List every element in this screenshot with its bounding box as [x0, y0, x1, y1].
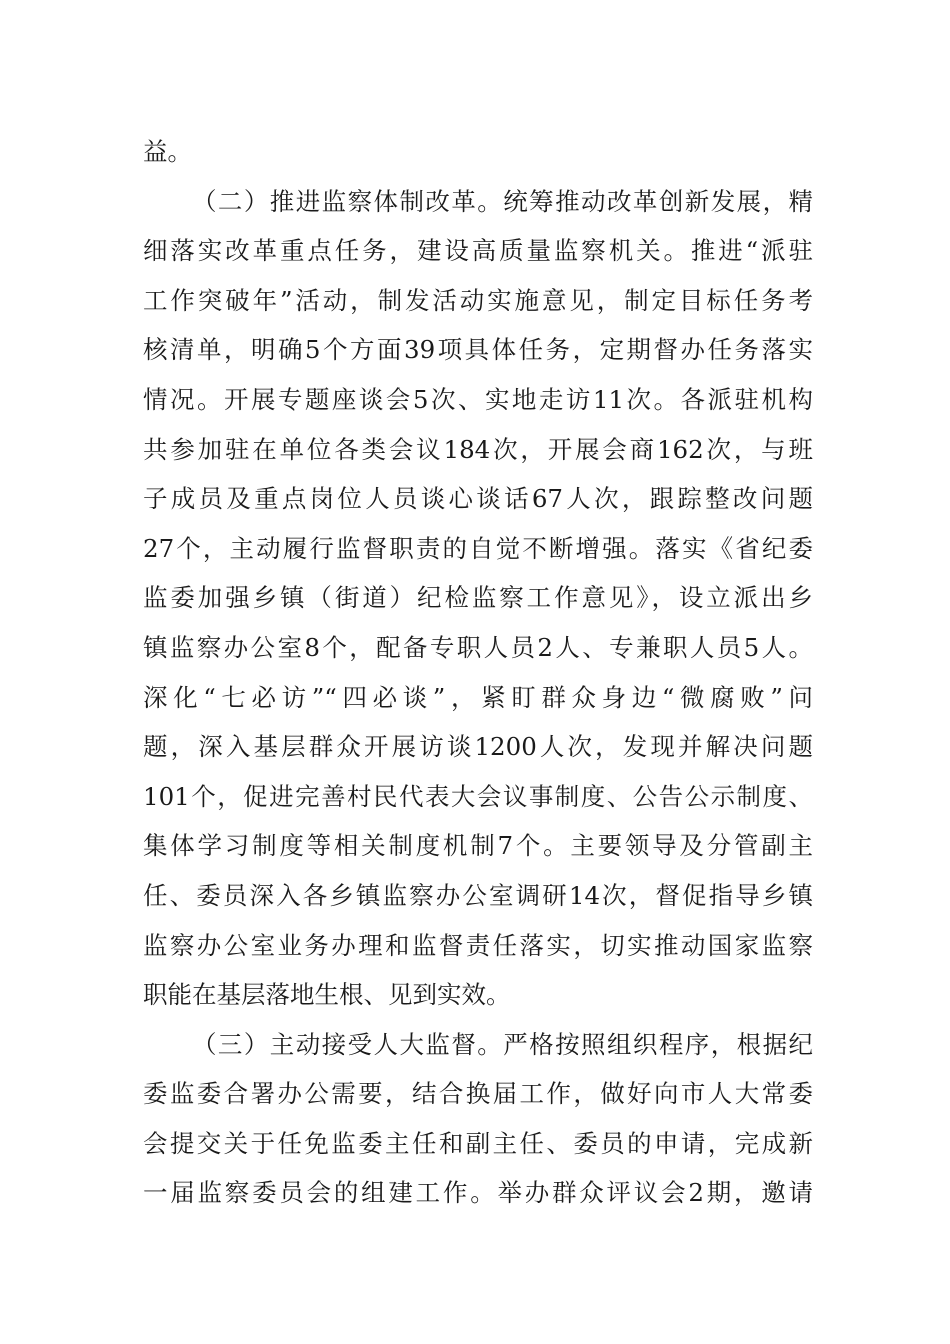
text-line: 一届监察委员会的组建工作。举办群众评议会2期，邀请: [143, 1178, 813, 1208]
text-line: 益。: [143, 137, 192, 166]
text-line: 集体学习制度等相关制度机制7个。主要领导及分管副主: [143, 831, 813, 861]
text-line: 监委加强乡镇（街道）纪检监察工作意见》，设立派出乡: [143, 583, 813, 613]
text-line: 101个，促进完善村民代表大会议事制度、公告公示制度、: [143, 781, 813, 811]
document-body: [143, 127, 813, 1218]
text-line: 核清单，明确5个方面39项具体任务，定期督办任务落实: [143, 335, 813, 365]
text-line: 题，深入基层群众开展访谈1200人次，发现并解决问题: [143, 732, 813, 762]
text-line: 监察办公室业务办理和监督责任落实，切实推动国家监察: [143, 930, 813, 960]
text-line: 委监委合署办公需要，结合换届工作，做好向市人大常委: [143, 1079, 813, 1109]
text-line: 共参加驻在单位各类会议184次，开展会商162次，与班: [143, 434, 813, 464]
text-line: 27个，主动履行监督职责的自觉不断增强。落实《省纪委: [143, 533, 813, 563]
text-line: 子成员及重点岗位人员谈心谈话67人次，跟踪整改问题: [143, 484, 813, 514]
text-line: 情况。开展专题座谈会5次、实地走访11次。各派驻机构: [143, 384, 813, 414]
text-line: 深化“七必访”“四必谈”，紧盯群众身边“微腐败”问: [143, 682, 813, 712]
text-line: 职能在基层落地生根、见到实效。: [143, 980, 511, 1010]
text-line: 任、委员深入各乡镇监察办公室调研14次，督促指导乡镇: [143, 880, 813, 910]
text-line: 细落实改革重点任务，建设高质量监察机关。推进“派驻: [143, 236, 813, 266]
text-line: 工作突破年”活动，制发活动实施意见，制定目标任务考: [143, 285, 813, 315]
text-line: （三）主动接受人大监督。严格按照组织程序，根据纪: [192, 1029, 813, 1059]
text-line: 会提交关于任免监委主任和副主任、委员的申请，完成新: [143, 1128, 813, 1158]
text-line: 镇监察办公室8个，配备专职人员2人、专兼职人员5人。: [143, 632, 813, 662]
text-line: （二）推进监察体制改革。统筹推动改革创新发展，精: [192, 186, 813, 216]
